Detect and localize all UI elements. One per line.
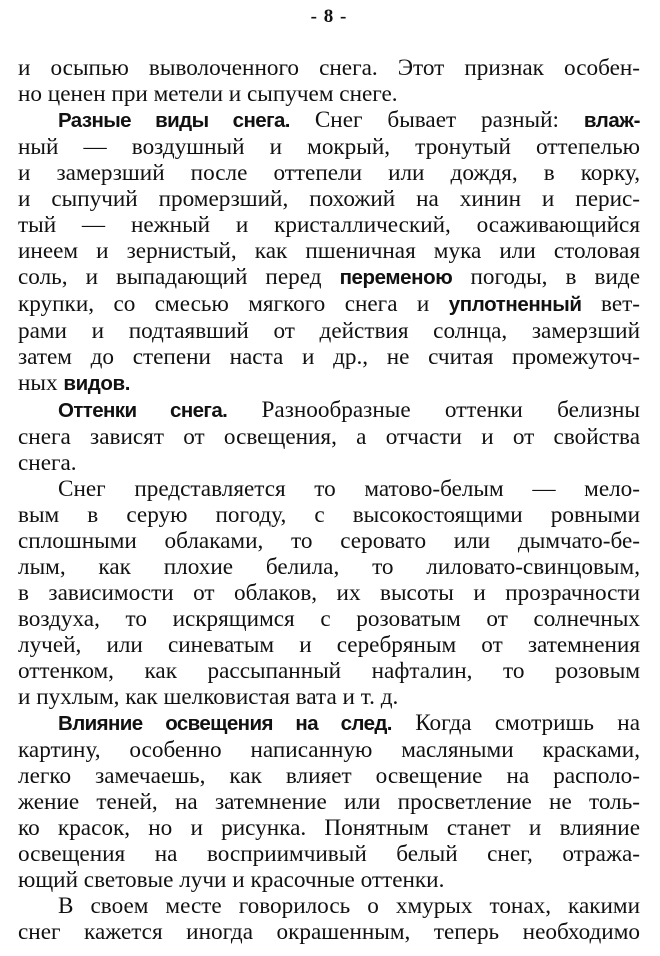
paragraph-snow-appearance xyxy=(18,476,640,710)
text-line: освещения на восприимчивый белый снег, отража- xyxy=(18,841,640,867)
text-line: и пухлым, как шелковистая вата и т. д. xyxy=(18,684,399,710)
text-fragment: Снег бывает разный: xyxy=(289,107,584,133)
paragraph-gloomy-tones xyxy=(18,893,640,945)
book-page xyxy=(18,0,640,956)
text-line: легко замечаешь, как влияет освещение на располо- xyxy=(18,763,640,789)
text-line xyxy=(18,710,640,737)
text-line: тый — нежный и кристаллический, осаживающийся xyxy=(18,212,640,238)
section-heading-snow-shades: Оттенки снега. xyxy=(58,399,228,422)
text-line: жение теней, на затемнение или просветление не толь- xyxy=(18,789,640,815)
text-line: картину, особенно написанную масляными красками, xyxy=(18,737,640,763)
text-line: вым в серую погоду, с высокостоящими ровными xyxy=(18,502,640,528)
emphasis-text: влаж- xyxy=(583,109,640,132)
emphasis-text: переменою xyxy=(339,266,453,289)
section-heading-lighting: Влияние освещения на след. xyxy=(58,712,392,735)
text-line xyxy=(18,291,640,318)
paragraph-lighting-influence xyxy=(18,710,640,893)
text-line: но ценен при метели и сыпучем снеге. xyxy=(18,81,398,107)
text-line: снега зависят от освещения, а отчасти и от свойства xyxy=(18,424,640,450)
text-fragment: соль, и выпадающий перед xyxy=(18,264,340,290)
text-line: и замерзший после оттепели или дождя, в корку, xyxy=(18,160,640,186)
paragraph-snow-types xyxy=(18,107,640,397)
text-line: ко красок, но и рисунка. Понятным станет и влияние xyxy=(18,815,640,841)
paragraph-snow-shades xyxy=(18,397,640,476)
text-line xyxy=(18,107,640,134)
text-line: и сыпучий промерзший, похожий на хинин и перис- xyxy=(18,186,640,212)
text-line: снега. xyxy=(18,450,77,476)
text-line: в зависимости от облаков, их высоты и прозрачности xyxy=(18,580,640,606)
text-line: ный — воздушный и мокрый, тронутый оттепелью xyxy=(18,134,640,160)
text-line: воздуха, то искрящимся с розоватым от солнечных xyxy=(18,606,640,632)
text-fragment: крупки, со смесью мягкого снега и xyxy=(18,291,449,317)
text-line: лучей, или синеватым и серебряным от затемнения xyxy=(18,632,640,658)
section-heading-snow-types: Разные виды снега. xyxy=(58,109,290,132)
text-line: Снег представляется то матово-белым — мело- xyxy=(58,476,640,502)
text-line xyxy=(18,264,640,291)
body-text xyxy=(18,55,640,945)
text-line: инеем и зернистый, как пшеничная мука или столовая xyxy=(18,238,640,264)
text-line: ющий световые лучи и красочные оттенки. xyxy=(18,867,445,893)
page-number: - 8 - xyxy=(310,6,348,27)
emphasis-text: видов. xyxy=(63,372,131,395)
text-fragment: вет- xyxy=(581,291,640,317)
text-line: лым, как плохие белила, то лиловато-свинцовым, xyxy=(18,554,640,580)
text-line: сплошными облаками, то серовато или дымчато-бе- xyxy=(18,528,640,554)
text-line: рами и подтаявший от действия солнца, замерзший xyxy=(18,318,640,344)
paragraph-continuation xyxy=(18,55,640,107)
text-line: оттенком, как рассыпанный нафталин, то розовым xyxy=(18,658,640,684)
text-line: затем до степени наста и др., не считая промежуточ- xyxy=(18,344,640,370)
text-fragment: погоды, в виде xyxy=(452,264,640,290)
text-line xyxy=(18,397,640,424)
text-line: и осыпью выволоченного снега. Этот признак особен- xyxy=(18,55,640,81)
text-line xyxy=(18,370,640,397)
text-fragment: ных xyxy=(18,370,64,396)
text-line: снег кажется иногда окрашенным, теперь необходимо xyxy=(18,919,640,945)
text-fragment: Когда смотришь на xyxy=(391,710,640,736)
text-line: В своем месте говорилось о хмурых тонах, какими xyxy=(58,893,640,919)
emphasis-text: уплотненный xyxy=(448,293,582,316)
text-fragment: Разнообразные оттенки белизны xyxy=(227,397,640,423)
